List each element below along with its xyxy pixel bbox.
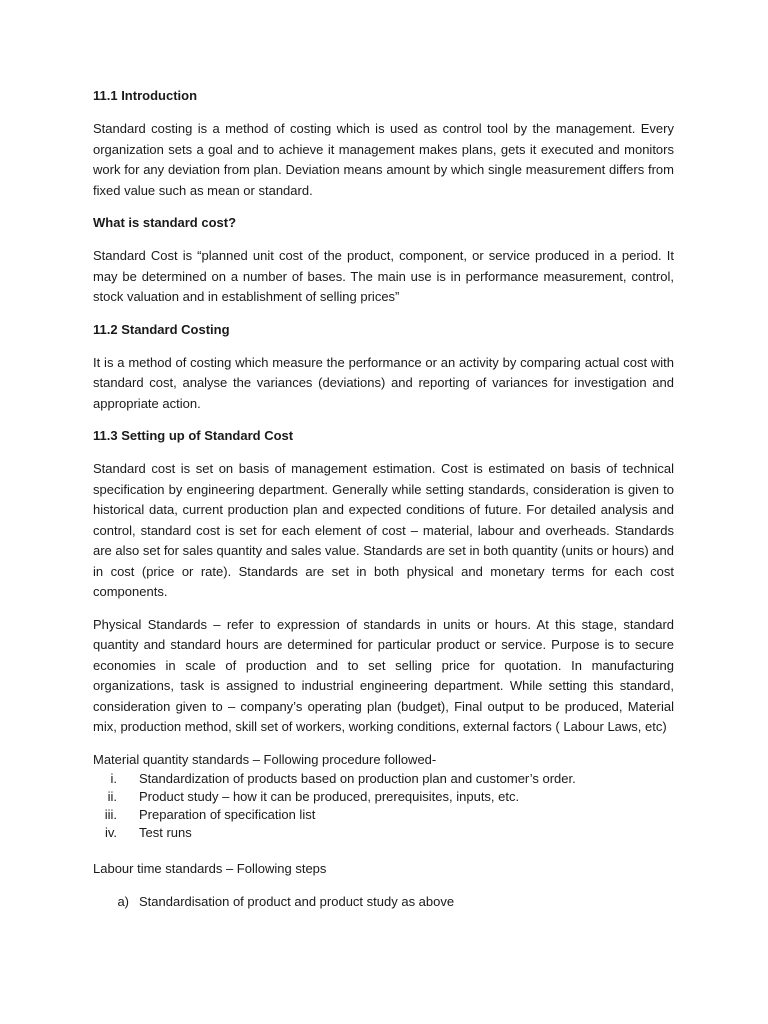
list-item-text: Preparation of specification list [139, 807, 316, 822]
heading-setting-up-standard-cost: 11.3 Setting up of Standard Cost [93, 428, 294, 443]
material-standards-intro: Material quantity standards – Following procedure followed- [93, 751, 437, 767]
list-item-text: Standardization of products based on production plan and customer’s order. [139, 771, 576, 786]
labour-steps-list [93, 892, 674, 912]
list-item [93, 770, 674, 788]
list-item [93, 788, 674, 806]
list-item-number: a) [117, 893, 129, 909]
document-page [93, 86, 674, 912]
list-item-text: Test runs [139, 825, 192, 840]
list-item [93, 892, 674, 912]
list-item-number: i. [110, 771, 117, 786]
material-steps-list [93, 770, 674, 842]
list-item-number: ii. [107, 789, 117, 804]
labour-standards-intro: Labour time standards – Following steps [93, 861, 327, 876]
heading-introduction: 11.1 Introduction [93, 88, 198, 103]
list-item-text: Product study – how it can be produced, prerequisites, inputs, etc. [139, 789, 520, 804]
heading-what-is-standard-cost: What is standard cost? [93, 215, 237, 230]
paragraph-physical-standards: Physical Standards – refer to expression of standards in units or hours. At this stage, standard quantity and standard hours are determined for particular product or service. Purpose is to secure economies in scale of production and to set selling price for quotation. In manufacturing organizations, task is assigned to industrial engineering department. While setting this standard, consideration given to – company’s operating plan (budget), Final output to be produced, Material mix, production method, skill set of workers, working conditions, external factors ( Labour Laws, etc) [93, 616, 674, 734]
paragraph-introduction: Standard costing is a method of costing which is used as control tool by the management. Every organization sets a goal and to achieve it management makes plans, gets it executed and monitors work for any deviation from plan. Deviation means amount by which single measurement differs from fixed value such as mean or standard. [93, 121, 674, 198]
list-item-text: Standardisation of product and product study as above [139, 893, 455, 909]
list-item-number: iii. [104, 807, 117, 822]
heading-standard-costing: 11.2 Standard Costing [93, 321, 230, 337]
paragraph-setting-up: Standard cost is set on basis of management estimation. Cost is estimated on basis of technical specification by engineering department. Generally while setting standards, consideration is given to historical data, current production plan and expected conditions of future. For detailed analysis and control, standard cost is set for each element of cost – material, labour and overheads. Standards are also set for sales quantity and sales value. Standards are set in both quantity (units or hours) and in cost (price or rate). Standards are set in both physical and monetary terms for each cost components. [93, 461, 675, 599]
paragraph-standard-cost-definition: Standard Cost is “planned unit cost of the product, component, or service produced in a period. It may be determined on a number of bases. The main use is in performance measurement, control, stock valuation and in establishment of selling prices” [93, 248, 674, 304]
list-item-number: iv. [104, 825, 117, 840]
list-item [93, 806, 674, 824]
list-item [93, 824, 674, 842]
paragraph-standard-costing: It is a method of costing which measure the performance or an activity by comparing actual cost with standard cost, analyse the variances (deviations) and reporting of variances for investigation and appropriate action. [93, 354, 674, 411]
